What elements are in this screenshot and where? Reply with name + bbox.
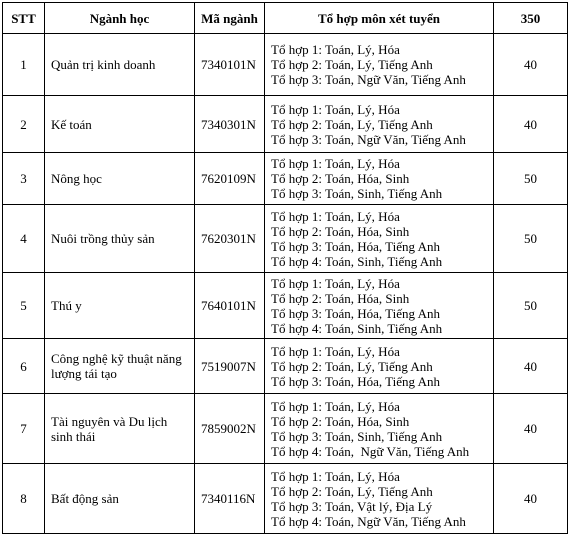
row-stt: 4 <box>3 205 45 273</box>
row-combos <box>265 464 494 534</box>
combo-line: Tổ hợp 4: Toán, Ngữ Văn, Tiếng Anh <box>271 443 470 459</box>
row-major: Bất động sản <box>45 464 195 534</box>
combo-line: Tổ hợp 2: Toán, Lý, Tiếng Anh <box>271 358 433 374</box>
table-row <box>3 96 568 153</box>
row-major: Thú y <box>45 273 195 339</box>
row-code: 7340301N <box>195 96 265 153</box>
combo-line: Tổ hợp 2: Toán, Lý, Tiếng Anh <box>271 57 433 72</box>
row-major: Công nghệ kỹ thuật năng lượng tái tạo <box>45 339 195 394</box>
row-combos <box>265 205 494 273</box>
row-stt: 8 <box>3 464 45 534</box>
combo-line: Tổ hợp 2: Toán, Lý, Tiếng Anh <box>271 116 433 132</box>
combo-line: Tổ hợp 3: Toán, Sinh, Tiếng Anh <box>271 428 443 444</box>
row-combos <box>265 273 494 339</box>
row-quota: 40 <box>494 96 568 153</box>
row-major: Quản trị kinh doanh <box>45 34 195 96</box>
combo-line: Tổ hợp 1: Toán, Lý, Hóa <box>271 101 400 117</box>
row-quota: 40 <box>494 34 568 96</box>
combo-line: Tổ hợp 1: Toán, Lý, Hóa <box>271 468 400 484</box>
combo-line: Tổ hợp 3: Toán, Vật lý, Địa Lý <box>271 498 433 514</box>
combo-line: Tổ hợp 3: Toán, Ngữ Văn, Tiếng Anh <box>271 72 466 87</box>
combo-line: Tổ hợp 3: Toán, Hóa, Tiếng Anh <box>271 305 440 321</box>
combo-line: Tổ hợp 1: Toán, Lý, Hóa <box>271 42 400 57</box>
row-code: 7519007N <box>195 339 265 394</box>
row-quota: 40 <box>494 339 568 394</box>
row-stt: 7 <box>3 394 45 464</box>
header-stt: STT <box>3 3 45 34</box>
combo-line: Tổ hợp 4: Toán, Ngữ Văn, Tiếng Anh <box>271 513 466 529</box>
row-quota: 40 <box>494 464 568 534</box>
combo-line: Tổ hợp 3: Toán, Hóa, Tiếng Anh <box>271 238 440 254</box>
combo-line: Tổ hợp 2: Toán, Lý, Tiếng Anh <box>271 483 433 499</box>
row-stt: 2 <box>3 96 45 153</box>
row-code: 7340116N <box>195 464 265 534</box>
row-code: 7340101N <box>195 34 265 96</box>
row-stt: 1 <box>3 34 45 96</box>
header-major: Ngành học <box>45 3 195 34</box>
combo-line: Tổ hợp 2: Toán, Hóa, Sinh <box>271 223 410 239</box>
combo-line: Tổ hợp 3: Toán, Ngữ Văn, Tiếng Anh <box>271 131 466 147</box>
row-quota: 50 <box>494 153 568 205</box>
table-body <box>3 34 568 534</box>
row-combos <box>265 96 494 153</box>
table-row <box>3 464 568 534</box>
row-quota: 50 <box>494 205 568 273</box>
combo-line: Tổ hợp 3: Toán, Sinh, Tiếng Anh <box>271 186 443 201</box>
table-row <box>3 34 568 96</box>
row-stt: 6 <box>3 339 45 394</box>
combo-line: Tổ hợp 2: Toán, Hóa, Sinh <box>271 171 410 186</box>
header-combos: Tổ hợp môn xét tuyển <box>265 3 494 34</box>
table-row <box>3 205 568 273</box>
combo-line: Tổ hợp 2: Toán, Hóa, Sinh <box>271 290 410 306</box>
row-code: 7640101N <box>195 273 265 339</box>
row-major: Kế toán <box>45 96 195 153</box>
row-combos <box>265 339 494 394</box>
header-quota: 350 <box>494 3 568 34</box>
row-combos <box>265 34 494 96</box>
combo-line: Tổ hợp 1: Toán, Lý, Hóa <box>271 156 400 171</box>
combo-line: Tổ hợp 1: Toán, Lý, Hóa <box>271 398 400 414</box>
combo-line: Tổ hợp 2: Toán, Hóa, Sinh <box>271 413 410 429</box>
header-row <box>3 3 568 34</box>
combo-line: Tổ hợp 4: Toán, Sinh, Tiếng Anh <box>271 253 443 269</box>
row-stt: 5 <box>3 273 45 339</box>
header-code: Mã ngành <box>195 3 265 34</box>
combo-line: Tổ hợp 3: Toán, Hóa, Tiếng Anh <box>271 373 440 389</box>
table-row <box>3 273 568 339</box>
admissions-table <box>2 2 568 534</box>
row-combos <box>265 153 494 205</box>
combo-line: Tổ hợp 1: Toán, Lý, Hóa <box>271 208 400 224</box>
row-code: 7620301N <box>195 205 265 273</box>
row-quota: 50 <box>494 273 568 339</box>
row-stt: 3 <box>3 153 45 205</box>
row-quota: 40 <box>494 394 568 464</box>
combo-line: Tổ hợp 1: Toán, Lý, Hóa <box>271 275 400 291</box>
row-major: Nông học <box>45 153 195 205</box>
table-row <box>3 339 568 394</box>
combo-line: Tổ hợp 1: Toán, Lý, Hóa <box>271 343 400 359</box>
row-major: Nuôi trồng thủy sản <box>45 205 195 273</box>
row-code: 7859002N <box>195 394 265 464</box>
table-row <box>3 394 568 464</box>
row-combos <box>265 394 494 464</box>
combo-line: Tổ hợp 4: Toán, Sinh, Tiếng Anh <box>271 320 443 336</box>
row-major: Tài nguyên và Du lịch sinh thái <box>45 394 195 464</box>
table-row <box>3 153 568 205</box>
row-code: 7620109N <box>195 153 265 205</box>
